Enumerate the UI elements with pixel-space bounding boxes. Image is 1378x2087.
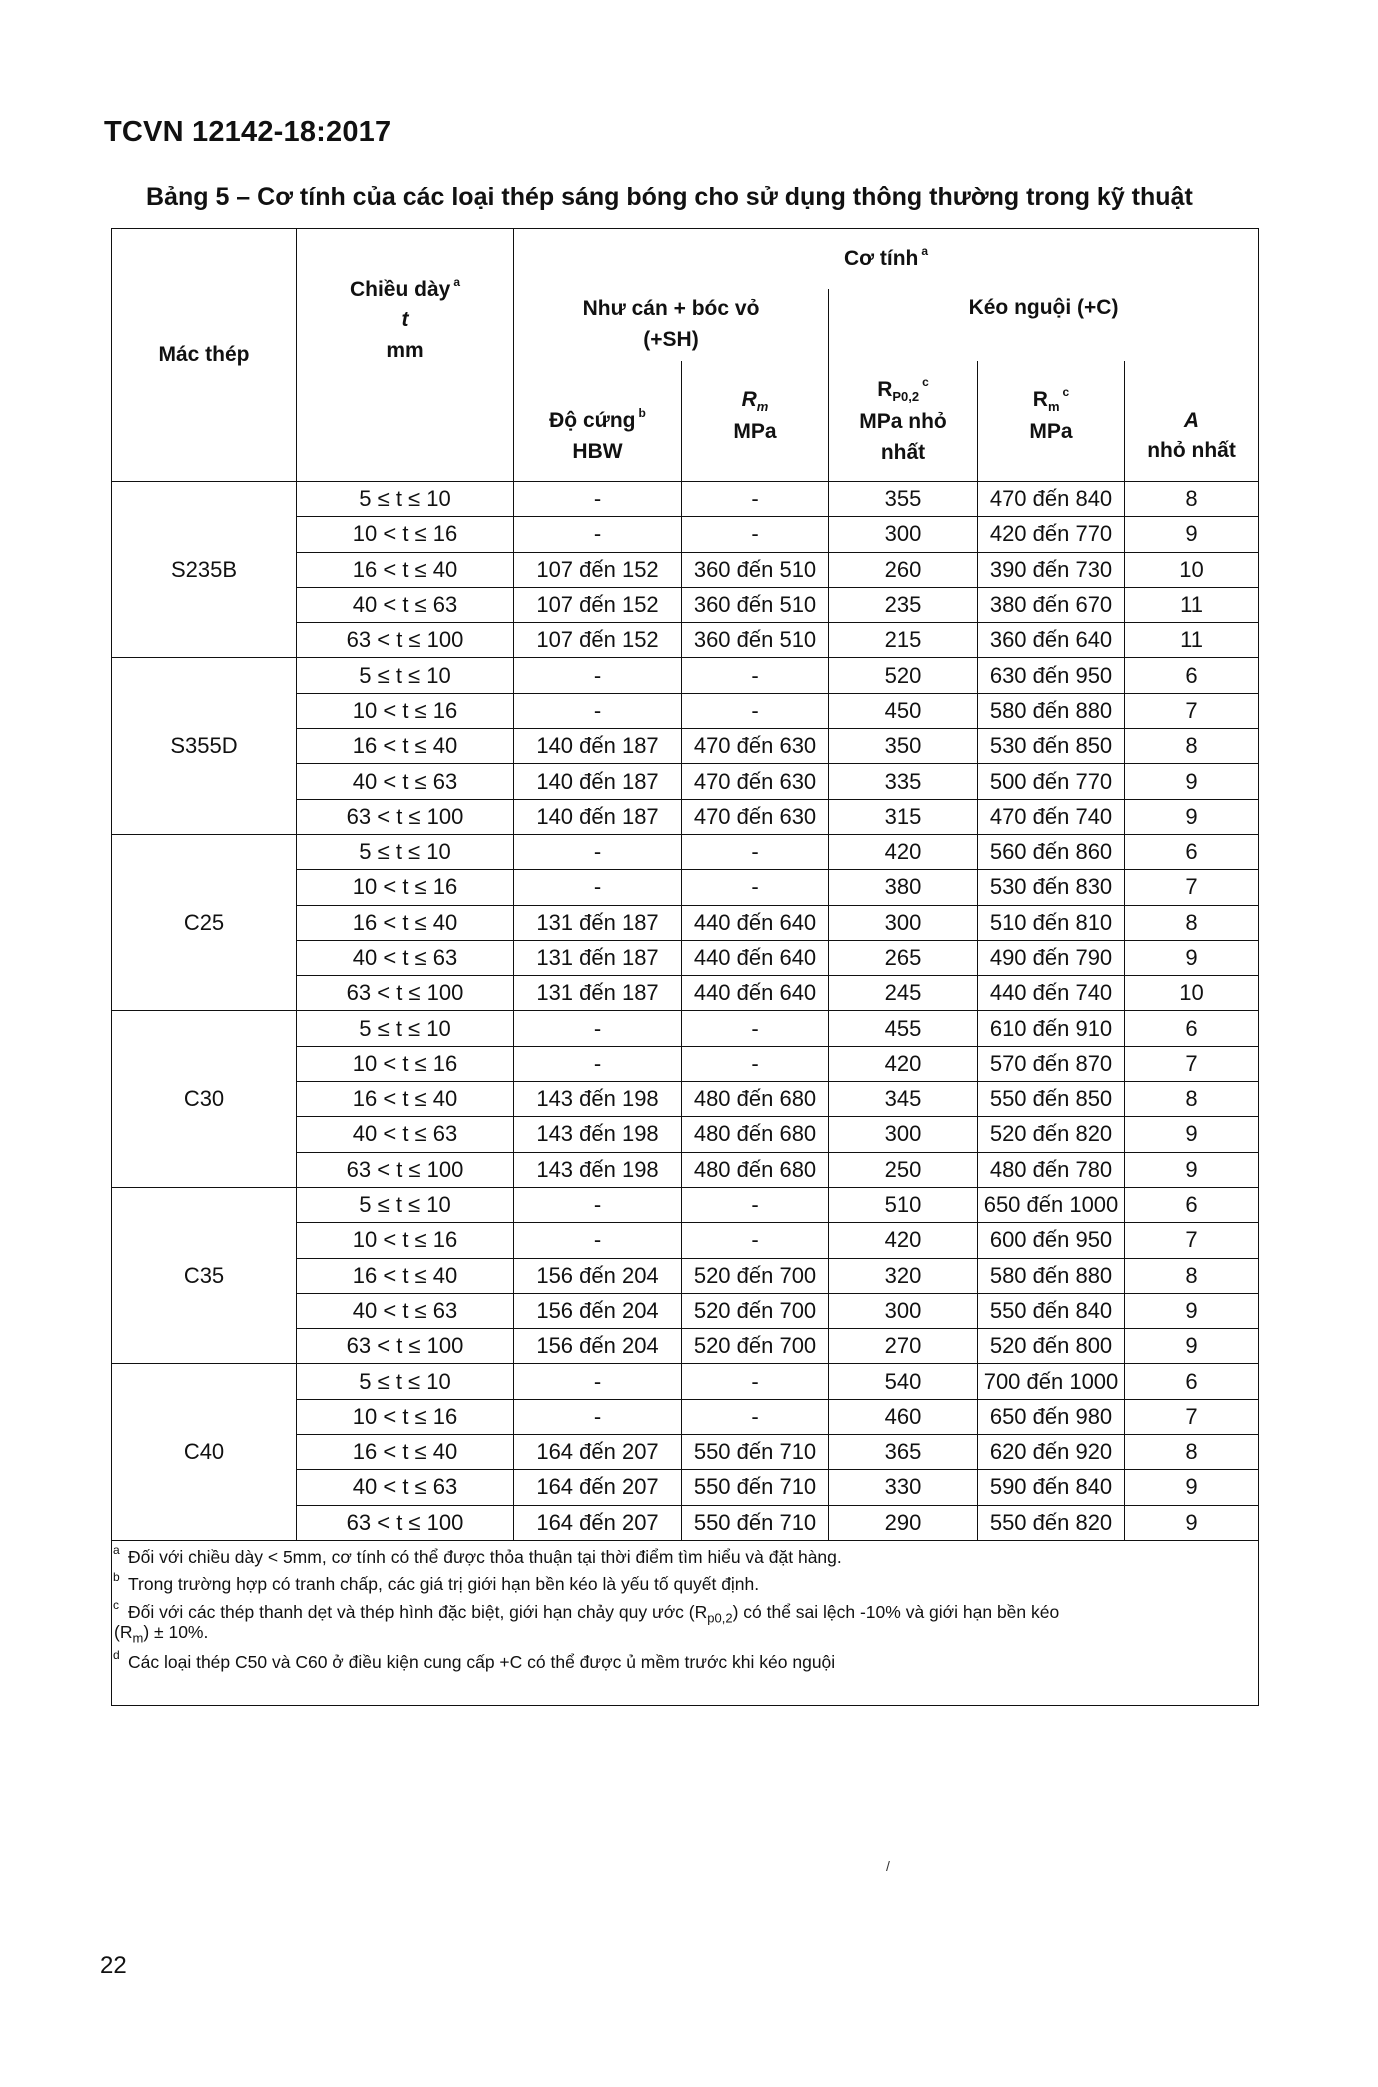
thickness-cell: 16 < t ≤ 40: [297, 552, 514, 587]
elongation-cell: 8: [1125, 1258, 1259, 1293]
footnote-a: a Đối với chiều dày < 5mm, cơ tính có thể được thỏa thuận tại thời điểm tìm hiểu và đặt hàng.: [113, 1542, 842, 1567]
grade-cell: C40: [112, 1364, 297, 1540]
thickness-cell: 40 < t ≤ 63: [297, 1470, 514, 1505]
thickness-cell: 10 < t ≤ 16: [297, 517, 514, 552]
grade-cell: C30: [112, 1011, 297, 1187]
rp02-cell: 540: [829, 1364, 978, 1399]
rm-as-rolled-cell: -: [682, 834, 829, 869]
rm-as-rolled-cell: 520 đến 700: [682, 1329, 829, 1364]
stray-mark: /: [886, 1858, 890, 1874]
hardness-cell: 107 đến 152: [514, 552, 682, 587]
rp02-cell: 290: [829, 1505, 978, 1540]
rm-cold-drawn-cell: 550 đến 840: [978, 1293, 1125, 1328]
elongation-cell: 9: [1125, 764, 1259, 799]
rm-cold-drawn-cell: 630 đến 950: [978, 658, 1125, 693]
rm-cold-drawn-cell: 380 đến 670: [978, 587, 1125, 622]
rp02-cell: 300: [829, 1117, 978, 1152]
header-rp02: $R_{P0,2}^c$ MPa nhỏ nhất: [829, 361, 978, 482]
thickness-cell: 5 ≤ t ≤ 10: [297, 482, 514, 517]
table-row: [112, 834, 1259, 869]
elongation-cell: 9: [1125, 1329, 1259, 1364]
thickness-cell: 63 < t ≤ 100: [297, 623, 514, 658]
rp02-cell: 420: [829, 1223, 978, 1258]
thickness-cell: 63 < t ≤ 100: [297, 976, 514, 1011]
hardness-cell: 140 đến 187: [514, 729, 682, 764]
header-mechanical-properties: Cơ tính $^a$: [514, 229, 1259, 289]
rm-as-rolled-cell: 440 đến 640: [682, 905, 829, 940]
rm-cold-drawn-cell: 470 đến 840: [978, 482, 1125, 517]
hardness-cell: 143 đến 198: [514, 1117, 682, 1152]
rp02-cell: 380: [829, 870, 978, 905]
footnote-c: c Đối với các thép thanh dẹt và thép hình đặc biệt, giới hạn chảy quy ước $(R_{p0,2})$ có thể sai lệch -10% và giới hạn bền kéo: [113, 1597, 1060, 1626]
rm-as-rolled-cell: -: [682, 1046, 829, 1081]
elongation-cell: 6: [1125, 658, 1259, 693]
hardness-cell: 164 đến 207: [514, 1435, 682, 1470]
elongation-cell: 6: [1125, 1011, 1259, 1046]
footnote-b: b Trong trường hợp có tranh chấp, các giá trị giới hạn bền kéo là yếu tố quyết định.: [113, 1570, 760, 1595]
grade-cell: S235B: [112, 482, 297, 658]
hardness-cell: 131 đến 187: [514, 905, 682, 940]
hardness-cell: -: [514, 658, 682, 693]
rm-cold-drawn-cell: 490 đến 790: [978, 940, 1125, 975]
rm-as-rolled-cell: 550 đến 710: [682, 1470, 829, 1505]
rm-as-rolled-cell: -: [682, 1399, 829, 1434]
rp02-cell: 270: [829, 1329, 978, 1364]
thickness-cell: 63 < t ≤ 100: [297, 1329, 514, 1364]
rm-as-rolled-cell: -: [682, 1187, 829, 1222]
rp02-cell: 335: [829, 764, 978, 799]
rm-as-rolled-cell: -: [682, 517, 829, 552]
hardness-cell: 143 đến 198: [514, 1152, 682, 1187]
header-elongation: A nhỏ nhất: [1125, 361, 1259, 482]
rp02-cell: 510: [829, 1187, 978, 1222]
elongation-cell: 7: [1125, 870, 1259, 905]
hardness-cell: 131 đến 187: [514, 976, 682, 1011]
rm-cold-drawn-cell: 360 đến 640: [978, 623, 1125, 658]
thickness-cell: 10 < t ≤ 16: [297, 1399, 514, 1434]
thickness-cell: 5 ≤ t ≤ 10: [297, 1364, 514, 1399]
rm-cold-drawn-cell: 420 đến 770: [978, 517, 1125, 552]
rp02-cell: 265: [829, 940, 978, 975]
rm-as-rolled-cell: -: [682, 1011, 829, 1046]
rm-cold-drawn-cell: 650 đến 1000: [978, 1187, 1125, 1222]
elongation-cell: 7: [1125, 693, 1259, 728]
hardness-cell: 156 đến 204: [514, 1258, 682, 1293]
elongation-cell: 9: [1125, 1293, 1259, 1328]
grade-cell: S355D: [112, 658, 297, 834]
header-rm-as-rolled: $R_m$ MPa: [682, 361, 829, 482]
rm-cold-drawn-cell: 560 đến 860: [978, 834, 1125, 869]
rm-as-rolled-cell: -: [682, 658, 829, 693]
rp02-cell: 365: [829, 1435, 978, 1470]
elongation-cell: 10: [1125, 552, 1259, 587]
table-body: [112, 482, 1259, 1541]
rm-cold-drawn-cell: 440 đến 740: [978, 976, 1125, 1011]
rm-cold-drawn-cell: 530 đến 850: [978, 729, 1125, 764]
hardness-cell: -: [514, 834, 682, 869]
rm-cold-drawn-cell: 470 đến 740: [978, 799, 1125, 834]
hardness-cell: -: [514, 870, 682, 905]
hardness-cell: 140 đến 187: [514, 799, 682, 834]
rm-cold-drawn-cell: 570 đến 870: [978, 1046, 1125, 1081]
table-row: [112, 482, 1259, 517]
rm-cold-drawn-cell: 550 đến 820: [978, 1505, 1125, 1540]
footnote-d: d Các loại thép C50 và C60 ở điều kiện cung cấp +C có thể được ủ mềm trước khi kéo nguội: [113, 1648, 836, 1673]
hardness-cell: 156 đến 204: [514, 1293, 682, 1328]
thickness-cell: 40 < t ≤ 63: [297, 940, 514, 975]
rm-as-rolled-cell: 440 đến 640: [682, 976, 829, 1011]
elongation-cell: 7: [1125, 1223, 1259, 1258]
elongation-cell: 9: [1125, 799, 1259, 834]
elongation-cell: 11: [1125, 623, 1259, 658]
elongation-cell: 11: [1125, 587, 1259, 622]
rm-cold-drawn-cell: 480 đến 780: [978, 1152, 1125, 1187]
elongation-cell: 6: [1125, 834, 1259, 869]
rm-as-rolled-cell: 470 đến 630: [682, 764, 829, 799]
table-row: [112, 658, 1259, 693]
thickness-cell: 40 < t ≤ 63: [297, 1117, 514, 1152]
rm-as-rolled-cell: 480 đến 680: [682, 1152, 829, 1187]
thickness-cell: 63 < t ≤ 100: [297, 1152, 514, 1187]
thickness-cell: 10 < t ≤ 16: [297, 693, 514, 728]
hardness-cell: -: [514, 693, 682, 728]
table-row: [112, 1187, 1259, 1222]
thickness-cell: 10 < t ≤ 16: [297, 870, 514, 905]
hardness-cell: 107 đến 152: [514, 587, 682, 622]
hardness-cell: 156 đến 204: [514, 1329, 682, 1364]
rm-cold-drawn-cell: 500 đến 770: [978, 764, 1125, 799]
rp02-cell: 355: [829, 482, 978, 517]
hardness-cell: -: [514, 517, 682, 552]
thickness-cell: 5 ≤ t ≤ 10: [297, 1011, 514, 1046]
table-row: [112, 1364, 1259, 1399]
mechanical-properties-table: [111, 228, 1259, 1706]
rp02-cell: 315: [829, 799, 978, 834]
elongation-cell: 9: [1125, 1505, 1259, 1540]
rm-cold-drawn-cell: 580 đến 880: [978, 1258, 1125, 1293]
hardness-cell: 131 đến 187: [514, 940, 682, 975]
rp02-cell: 300: [829, 1293, 978, 1328]
rm-as-rolled-cell: -: [682, 1223, 829, 1258]
elongation-cell: 8: [1125, 905, 1259, 940]
thickness-cell: 10 < t ≤ 16: [297, 1046, 514, 1081]
rm-as-rolled-cell: 550 đến 710: [682, 1505, 829, 1540]
thickness-cell: 40 < t ≤ 63: [297, 764, 514, 799]
hardness-cell: 164 đến 207: [514, 1470, 682, 1505]
thickness-cell: 16 < t ≤ 40: [297, 1258, 514, 1293]
header-thickness: Chiều dày $^a$ t mm: [297, 229, 514, 482]
elongation-cell: 9: [1125, 517, 1259, 552]
rm-cold-drawn-cell: 590 đến 840: [978, 1470, 1125, 1505]
elongation-cell: 8: [1125, 1435, 1259, 1470]
grade-cell: C35: [112, 1187, 297, 1363]
rp02-cell: 450: [829, 693, 978, 728]
hardness-cell: -: [514, 1046, 682, 1081]
rp02-cell: 250: [829, 1152, 978, 1187]
rm-cold-drawn-cell: 520 đến 820: [978, 1117, 1125, 1152]
rm-cold-drawn-cell: 580 đến 880: [978, 693, 1125, 728]
hardness-cell: -: [514, 1011, 682, 1046]
header-rm-cold-drawn: $R_m^c$ MPa: [978, 361, 1125, 482]
elongation-cell: 7: [1125, 1399, 1259, 1434]
rp02-cell: 320: [829, 1258, 978, 1293]
rm-as-rolled-cell: 470 đến 630: [682, 729, 829, 764]
elongation-cell: 9: [1125, 1470, 1259, 1505]
elongation-cell: 9: [1125, 940, 1259, 975]
grade-cell: C25: [112, 834, 297, 1010]
thickness-cell: 10 < t ≤ 16: [297, 1223, 514, 1258]
elongation-cell: 9: [1125, 1117, 1259, 1152]
elongation-cell: 9: [1125, 1152, 1259, 1187]
rm-as-rolled-cell: 470 đến 630: [682, 799, 829, 834]
elongation-cell: 8: [1125, 729, 1259, 764]
elongation-cell: 7: [1125, 1046, 1259, 1081]
hardness-cell: -: [514, 1364, 682, 1399]
rp02-cell: 215: [829, 623, 978, 658]
rp02-cell: 260: [829, 552, 978, 587]
hardness-cell: 107 đến 152: [514, 623, 682, 658]
rm-cold-drawn-cell: 700 đến 1000: [978, 1364, 1125, 1399]
rp02-cell: 300: [829, 517, 978, 552]
rp02-cell: 460: [829, 1399, 978, 1434]
rm-as-rolled-cell: -: [682, 1364, 829, 1399]
rm-as-rolled-cell: 360 đến 510: [682, 587, 829, 622]
page-number: 22: [100, 1952, 127, 1979]
rm-as-rolled-cell: 360 đến 510: [682, 552, 829, 587]
document-id: TCVN 12142-18:2017: [104, 116, 392, 148]
rm-as-rolled-cell: 550 đến 710: [682, 1435, 829, 1470]
rm-as-rolled-cell: 440 đến 640: [682, 940, 829, 975]
rm-cold-drawn-cell: 520 đến 800: [978, 1329, 1125, 1364]
thickness-cell: 63 < t ≤ 100: [297, 1505, 514, 1540]
hardness-cell: -: [514, 1187, 682, 1222]
rp02-cell: 520: [829, 658, 978, 693]
thickness-cell: 16 < t ≤ 40: [297, 1435, 514, 1470]
thickness-cell: 16 < t ≤ 40: [297, 1082, 514, 1117]
rm-as-rolled-cell: 480 đến 680: [682, 1117, 829, 1152]
hardness-cell: 140 đến 187: [514, 764, 682, 799]
rp02-cell: 245: [829, 976, 978, 1011]
elongation-cell: 8: [1125, 1082, 1259, 1117]
rp02-cell: 235: [829, 587, 978, 622]
rp02-cell: 330: [829, 1470, 978, 1505]
rp02-cell: 345: [829, 1082, 978, 1117]
rp02-cell: 420: [829, 1046, 978, 1081]
rm-as-rolled-cell: 480 đến 680: [682, 1082, 829, 1117]
rm-cold-drawn-cell: 620 đến 920: [978, 1435, 1125, 1470]
rm-as-rolled-cell: 360 đến 510: [682, 623, 829, 658]
rm-as-rolled-cell: 520 đến 700: [682, 1293, 829, 1328]
header-cold-drawn: Kéo nguội (+C): [829, 289, 1259, 361]
hardness-cell: -: [514, 1223, 682, 1258]
rp02-cell: 300: [829, 905, 978, 940]
thickness-cell: 5 ≤ t ≤ 10: [297, 658, 514, 693]
rm-as-rolled-cell: -: [682, 870, 829, 905]
thickness-cell: 16 < t ≤ 40: [297, 729, 514, 764]
rm-as-rolled-cell: -: [682, 693, 829, 728]
rm-cold-drawn-cell: 550 đến 850: [978, 1082, 1125, 1117]
rm-cold-drawn-cell: 650 đến 980: [978, 1399, 1125, 1434]
rm-cold-drawn-cell: 530 đến 830: [978, 870, 1125, 905]
thickness-cell: 40 < t ≤ 63: [297, 587, 514, 622]
header-as-rolled: Như cán + bóc vỏ (+SH): [514, 289, 829, 361]
rm-as-rolled-cell: -: [682, 482, 829, 517]
rm-cold-drawn-cell: 600 đến 950: [978, 1223, 1125, 1258]
elongation-cell: 6: [1125, 1364, 1259, 1399]
rm-cold-drawn-cell: 390 đến 730: [978, 552, 1125, 587]
thickness-cell: 63 < t ≤ 100: [297, 799, 514, 834]
rm-cold-drawn-cell: 510 đến 810: [978, 905, 1125, 940]
thickness-cell: 40 < t ≤ 63: [297, 1293, 514, 1328]
rm-cold-drawn-cell: 610 đến 910: [978, 1011, 1125, 1046]
rp02-cell: 350: [829, 729, 978, 764]
elongation-cell: 6: [1125, 1187, 1259, 1222]
rp02-cell: 455: [829, 1011, 978, 1046]
hardness-cell: 143 đến 198: [514, 1082, 682, 1117]
hardness-cell: -: [514, 1399, 682, 1434]
rm-as-rolled-cell: 520 đến 700: [682, 1258, 829, 1293]
thickness-cell: 5 ≤ t ≤ 10: [297, 834, 514, 869]
elongation-cell: 10: [1125, 976, 1259, 1011]
table-title: Bảng 5 – Cơ tính của các loại thép sáng bóng cho sử dụng thông thường trong kỹ thuật: [146, 183, 1193, 211]
hardness-cell: -: [514, 482, 682, 517]
header-hardness: Độ cứng $^b$ HBW: [514, 361, 682, 482]
elongation-cell: 8: [1125, 482, 1259, 517]
hardness-cell: 164 đến 207: [514, 1505, 682, 1540]
header-grade: Mác thép: [112, 229, 297, 482]
thickness-cell: 5 ≤ t ≤ 10: [297, 1187, 514, 1222]
table-row: [112, 1011, 1259, 1046]
footnotes: [112, 1540, 1259, 1705]
footnote-c-continued: $(R_m) \pm 10\%$.: [114, 1621, 209, 1646]
rp02-cell: 420: [829, 834, 978, 869]
thickness-cell: 16 < t ≤ 40: [297, 905, 514, 940]
